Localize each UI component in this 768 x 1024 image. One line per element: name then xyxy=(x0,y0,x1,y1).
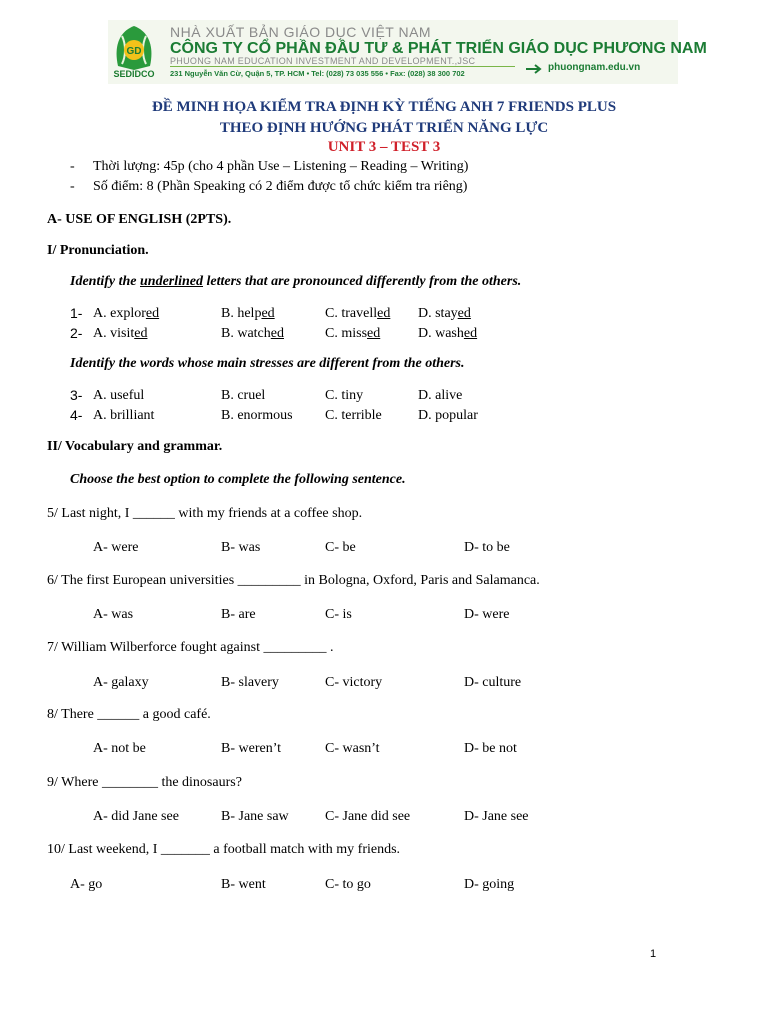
question-stem: 8/ There ______ a good café. xyxy=(47,707,211,722)
option-d[interactable]: D. popular xyxy=(418,408,478,423)
option-c[interactable]: C. missed xyxy=(325,326,381,341)
question-stem: 9/ Where ________ the dinosaurs? xyxy=(47,775,242,790)
option-b[interactable]: B. enormous xyxy=(221,408,293,423)
question-stem: 6/ The first European universities _________ in Bologna, Oxford, Paris and Salamanca. xyxy=(47,573,540,588)
company-address: 231 Nguyễn Văn Cừ, Quận 5, TP. HCM • Tel: (028) 73 035 556 • Fax: (028) 38 300 702 xyxy=(170,69,465,78)
option-a[interactable]: A- galaxy xyxy=(93,675,149,690)
option-c[interactable]: C- is xyxy=(325,607,352,622)
option-d[interactable]: D- to be xyxy=(464,540,510,555)
logo-wordmark: SEDIDCO xyxy=(113,69,155,79)
option-d[interactable]: D- were xyxy=(464,607,510,622)
exam-title-line2: THEO ĐỊNH HƯỚNG PHÁT TRIỂN NĂNG LỰC xyxy=(219,120,549,136)
company-name: CÔNG TY CỔ PHẦN ĐẦU TƯ & PHÁT TRIỂN GIÁO DỤC PHƯƠNG NAM xyxy=(170,40,707,57)
question-number: 4- xyxy=(70,407,83,423)
duration-info: Thời lượng: 45p (cho 4 phần Use – Listening – Reading – Writing) xyxy=(93,159,469,174)
option-b[interactable]: B. watched xyxy=(221,326,284,341)
publisher-name: NHÀ XUẤT BẢN GIÁO DỤC VIỆT NAM xyxy=(170,24,432,40)
option-d[interactable]: D- be not xyxy=(464,741,517,756)
option-b[interactable]: B. cruel xyxy=(221,388,266,403)
website-link[interactable]: phuongnam.edu.vn xyxy=(548,62,641,73)
option-a[interactable]: A- was xyxy=(93,607,134,622)
option-b[interactable]: B. helped xyxy=(221,306,275,321)
exam-title-line1: ĐỀ MINH HỌA KIỂM TRA ĐỊNH KỲ TIẾNG ANH 7 FRIENDS PLUS xyxy=(151,99,617,115)
option-d[interactable]: D. washed xyxy=(418,326,478,341)
option-a[interactable]: A- not be xyxy=(93,741,146,756)
question-stem: 5/ Last night, I ______ with my friends at a coffee shop. xyxy=(47,506,363,521)
option-b[interactable]: B- Jane saw xyxy=(221,809,289,824)
stress-instruction: Identify the words whose main stresses are different from the others. xyxy=(70,356,465,371)
unit-test-label: UNIT 3 – TEST 3 xyxy=(327,139,441,155)
option-a[interactable]: A. useful xyxy=(93,388,145,403)
option-a[interactable]: A- did Jane see xyxy=(93,809,179,824)
header-divider xyxy=(170,66,515,67)
score-info: Số điểm: 8 (Phần Speaking có 2 điểm được tổ chức kiểm tra riêng) xyxy=(93,179,468,194)
option-b[interactable]: B- weren’t xyxy=(221,741,281,756)
option-c[interactable]: C- be xyxy=(325,540,356,555)
option-b[interactable]: B- went xyxy=(221,877,266,892)
option-d[interactable]: D- culture xyxy=(464,675,522,690)
option-c[interactable]: C- victory xyxy=(325,675,383,690)
option-d[interactable]: D. stayed xyxy=(418,306,471,321)
question-number: 1- xyxy=(70,305,83,321)
bullet-marker: - xyxy=(70,159,75,174)
option-b[interactable]: B- was xyxy=(221,540,261,555)
option-a[interactable]: A. explored xyxy=(93,306,160,321)
company-name-english: PHUONG NAM EDUCATION INVESTMENT AND DEVELOPMENT.,JSC xyxy=(170,56,476,66)
page-number: 1 xyxy=(650,948,657,960)
pronunciation-heading: I/ Pronunciation. xyxy=(47,243,149,258)
section-a-heading: A- USE OF ENGLISH (2PTS). xyxy=(47,212,232,227)
vocab-grammar-heading: II/ Vocabulary and grammar. xyxy=(47,439,223,454)
pronunciation-instruction: Identify the underlined letters that are pronounced differently from the others. xyxy=(70,274,522,289)
choose-option-instruction: Choose the best option to complete the following sentence. xyxy=(70,472,406,487)
question-stem: 7/ William Wilberforce fought against _________ . xyxy=(47,640,334,655)
option-d[interactable]: D. alive xyxy=(418,388,463,403)
question-number: 2- xyxy=(70,325,83,341)
option-a[interactable]: A. brilliant xyxy=(93,408,155,423)
web-arrow-icon xyxy=(525,62,545,80)
bullet-marker: - xyxy=(70,179,75,194)
option-c[interactable]: C. travelled xyxy=(325,306,391,321)
option-b[interactable]: B- are xyxy=(221,607,256,622)
option-d[interactable]: D- going xyxy=(464,877,515,892)
option-d[interactable]: D- Jane see xyxy=(464,809,529,824)
option-c[interactable]: C. terrible xyxy=(325,408,382,423)
option-c[interactable]: C. tiny xyxy=(325,388,364,403)
option-a[interactable]: A- were xyxy=(93,540,139,555)
option-c[interactable]: C- wasn’t xyxy=(325,741,380,756)
option-c[interactable]: C- to go xyxy=(325,877,371,892)
option-a[interactable]: A. visited xyxy=(93,326,148,341)
option-b[interactable]: B- slavery xyxy=(221,675,279,690)
question-number: 3- xyxy=(70,387,83,403)
option-a[interactable]: A- go xyxy=(70,877,103,892)
option-c[interactable]: C- Jane did see xyxy=(325,809,411,824)
svg-text:GD: GD xyxy=(126,46,142,57)
question-stem: 10/ Last weekend, I _______ a football match with my friends. xyxy=(47,842,401,857)
